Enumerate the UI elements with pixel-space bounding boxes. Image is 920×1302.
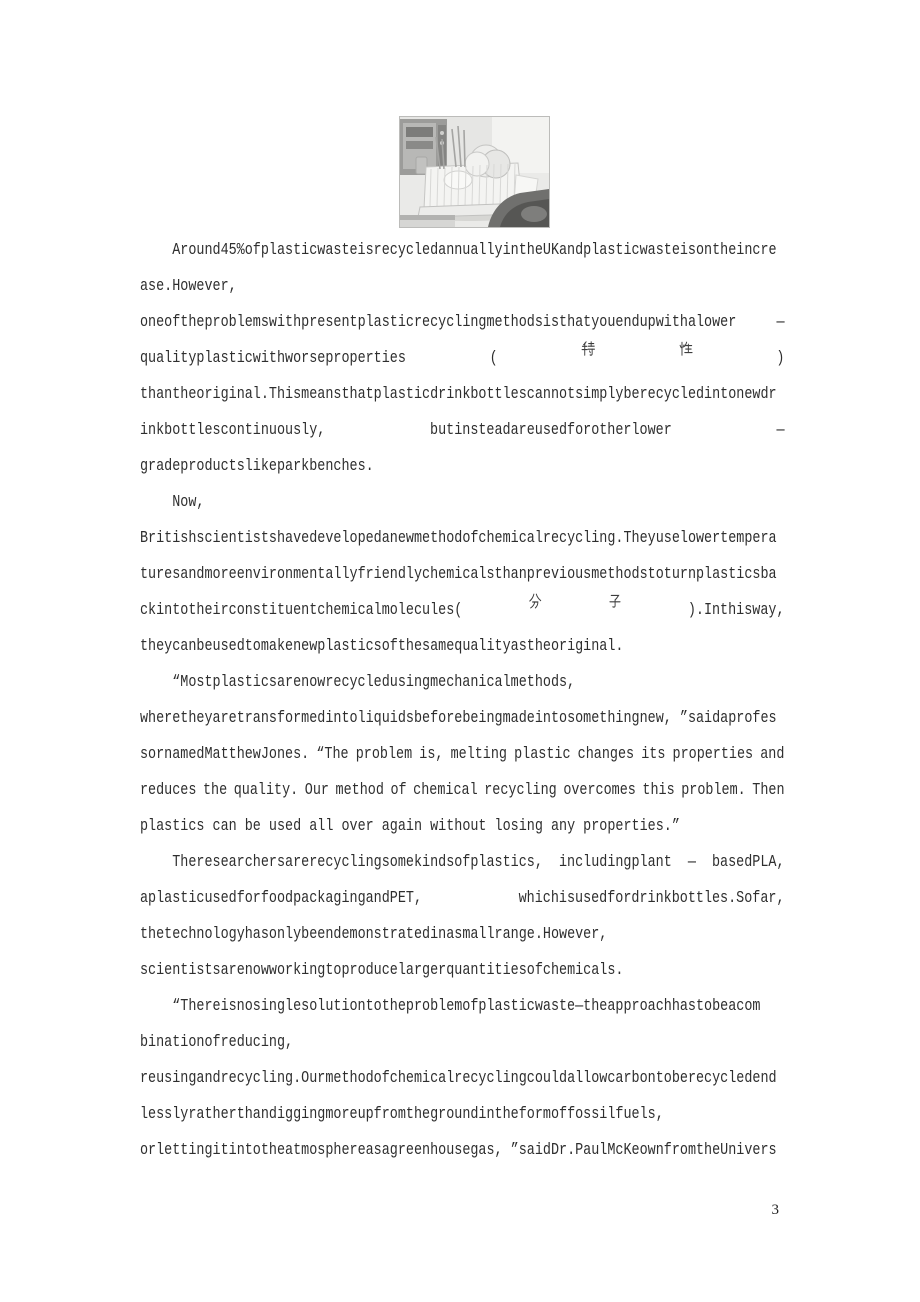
- text-segment: qualityplasticwithworseproperties: [140, 348, 406, 367]
- cjk-character: [608, 592, 622, 628]
- text-segment: sornamedMatthewJones.: [140, 744, 310, 763]
- text-line: [140, 952, 785, 988]
- text-line: [140, 1024, 785, 1060]
- text-line: [140, 916, 785, 952]
- text-segment: the: [202, 780, 228, 799]
- text-segment: “Mostplasticsarenowrecycledusingmechanicalmethods,: [172, 672, 576, 691]
- text-line: [140, 988, 785, 1024]
- text-segment: theycanbeusedtomakenewplasticsofthesamequalityastheoriginal.: [140, 636, 624, 655]
- text-line: [140, 340, 785, 376]
- text-line: [140, 808, 785, 844]
- text-segment: ).Inthisway,: [687, 600, 785, 619]
- text-segment: oneoftheproblemswithpresentplasticrecyclingmethodsisthatyouendupwithalower: [140, 312, 737, 331]
- text-segment: this: [642, 780, 675, 799]
- text-segment: melting: [450, 744, 507, 763]
- text-line: [140, 664, 785, 700]
- text-line: [140, 556, 785, 592]
- kitchen-scene-illustration: [400, 117, 549, 227]
- text-segment: ckintotheirconstituentchemicalmolecules(: [140, 600, 463, 619]
- text-line: [140, 1060, 785, 1096]
- text-line: [140, 844, 785, 880]
- text-segment: quality.: [233, 780, 299, 799]
- text-segment: plastic: [514, 744, 571, 763]
- text-segment: recycling: [484, 780, 557, 799]
- text-line: [140, 448, 785, 484]
- text-segment: “The: [316, 744, 349, 763]
- text-segment: reduces: [140, 780, 197, 799]
- text-segment: wheretheyaretransformedintoliquidsbeforebeingmadeintosomethingnew, ”saidaprofes: [140, 708, 777, 727]
- page-number: 3: [771, 1202, 779, 1218]
- cjk-character: [581, 340, 595, 376]
- text-line: [140, 736, 785, 772]
- text-segment: is,: [419, 744, 444, 763]
- text-segment: method: [335, 780, 384, 799]
- text-segment: —: [776, 312, 785, 331]
- text-line: [140, 700, 785, 736]
- text-segment: binationofreducing,: [140, 1032, 294, 1051]
- text-segment: overcomes: [563, 780, 636, 799]
- text-segment: lesslyratherthandiggingmoreupfromthegroundintheformoffossilfuels,: [140, 1104, 664, 1123]
- text-segment: scientistsarenowworkingtoproducelargerquantitiesofchemicals.: [140, 960, 624, 979]
- text-line: [140, 1132, 785, 1168]
- text-segment: gradeproductslikeparkbenches.: [140, 456, 374, 475]
- text-segment: reusingandrecycling.Ourmethodofchemicalrecyclingcouldallowcarbontoberecycledend: [140, 1068, 777, 1087]
- text-line: [140, 376, 785, 412]
- text-segment: Now,: [172, 492, 205, 511]
- text-segment: aplasticusedforfoodpackagingandPET,: [140, 888, 423, 907]
- text-segment: properties: [672, 744, 754, 763]
- text-segment: inkbottlescontinuously,: [140, 420, 326, 439]
- text-segment: chemical: [413, 780, 478, 799]
- text-segment: whichisusedfordrinkbottles.Sofar,: [518, 888, 785, 907]
- text-segment: (: [489, 348, 498, 367]
- text-segment: Around45%ofplasticwasteisrecycledannuallyintheUKandplasticwasteisontheincre: [172, 240, 777, 259]
- text-segment: changes: [577, 744, 635, 763]
- text-segment: problem.: [681, 780, 746, 799]
- text-segment: Theresearchersarerecyclingsomekindsofplastics,: [172, 852, 543, 871]
- text-line: [140, 1096, 785, 1132]
- text-line: [140, 232, 785, 268]
- sink-bowl-highlight: [521, 206, 547, 222]
- cjk-character: [679, 340, 693, 376]
- text-column: [140, 232, 785, 1168]
- figure-photo: [400, 117, 549, 227]
- cjk-character: [528, 592, 542, 628]
- bowl: [444, 171, 472, 189]
- text-segment: plastics can be used all over again without losing any properties.”: [140, 816, 680, 835]
- text-segment: turesandmoreenvironmentallyfriendlychemicalsthanpreviousmethodstoturnplasticsba: [140, 564, 777, 583]
- text-line: [140, 412, 785, 448]
- text-segment: its: [641, 744, 666, 763]
- text-segment: thantheoriginal.Thismeansthatplasticdrinkbottlescannotsimplyberecycledintonewdr: [140, 384, 777, 403]
- text-segment: thetechnologyhasonlybeendemonstratedinasmallrange.However,: [140, 924, 608, 943]
- text-segment: of: [390, 780, 407, 799]
- text-line: [140, 592, 785, 628]
- text-line: [140, 268, 785, 304]
- text-segment: basedPLA,: [711, 852, 785, 871]
- text-line: [140, 520, 785, 556]
- text-segment: orlettingitintotheatmosphereasagreenhousegas, ”saidDr.PaulMcKeownfromtheUnivers: [140, 1140, 777, 1159]
- text-segment: includingplant: [558, 852, 672, 871]
- text-segment: and: [760, 744, 785, 763]
- text-line: [140, 484, 785, 520]
- text-line: [140, 628, 785, 664]
- text-line: [140, 880, 785, 916]
- counter-front: [400, 220, 455, 227]
- text-segment: ): [776, 348, 785, 367]
- text-line: [140, 772, 785, 808]
- text-segment: Britishscientistshavedevelopedanewmethodofchemicalrecycling.Theyuselowertempera: [140, 528, 777, 547]
- text-segment: ase.However,: [140, 276, 237, 295]
- text-segment: Then: [752, 780, 785, 799]
- counter-edge: [400, 215, 455, 220]
- text-segment: problem: [355, 744, 413, 763]
- text-segment: —: [776, 420, 785, 439]
- text-segment: —: [687, 852, 696, 871]
- text-segment: butinsteadareusedforotherlower: [430, 420, 672, 439]
- text-segment: Our: [304, 780, 329, 799]
- text-segment: “Thereisnosinglesolutiontotheproblemofplasticwaste—theapproachhastobeacom: [172, 996, 761, 1015]
- text-line: [140, 304, 785, 340]
